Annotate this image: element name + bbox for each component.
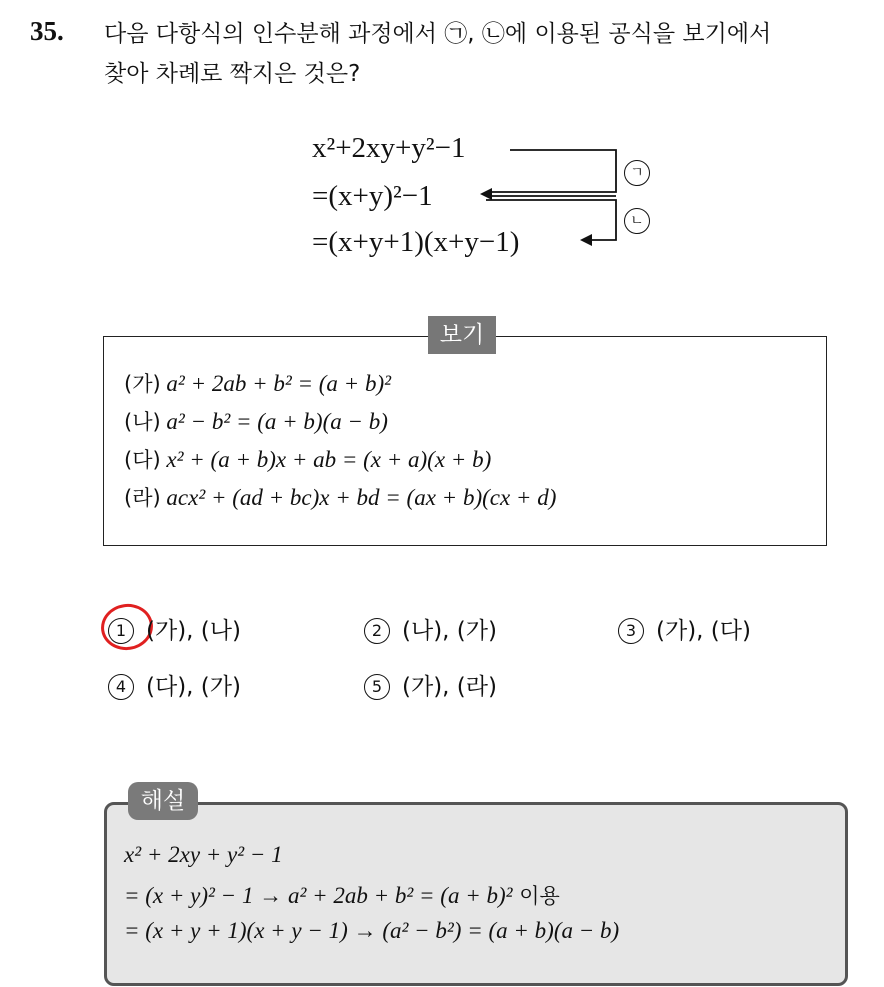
bogi-item-na xyxy=(124,406,388,436)
explanation-line-3 xyxy=(124,918,619,944)
explanation-math: = (x + y)² − 1 → a² + 2ab + b² = (a + b)² xyxy=(124,883,513,908)
choice-number: 5 xyxy=(364,674,390,700)
bogi-tag: (나) xyxy=(124,410,161,434)
choice-5[interactable] xyxy=(364,668,497,701)
arrow-head-1 xyxy=(480,188,492,200)
choice-text: (나), (가) xyxy=(402,618,497,644)
bogi-tag: (다) xyxy=(124,448,161,472)
arrow-step1-outline xyxy=(486,150,616,192)
explanation-suffix: 이용 xyxy=(512,884,560,908)
equation-line-3: =(x+y+1)(x+y−1) xyxy=(312,226,520,258)
choice-text: (가), (나) xyxy=(146,618,241,644)
choice-text: (가), (라) xyxy=(402,674,497,700)
explanation-line-1 xyxy=(124,842,283,868)
question-text-line2: 찾아 차례로 짝지은 것은? xyxy=(104,61,361,87)
choice-number: 4 xyxy=(108,674,134,700)
bogi-label: 보기 xyxy=(428,316,496,354)
choice-text: (가), (다) xyxy=(656,618,751,644)
bogi-tag: (라) xyxy=(124,486,161,510)
choice-3[interactable] xyxy=(618,612,751,645)
bogi-item-da xyxy=(124,444,491,474)
choice-number: 2 xyxy=(364,618,390,644)
explanation-math: = (x + y + 1)(x + y − 1) → (a² − b²) = (a + b)(a − b) xyxy=(124,918,620,943)
marker-nieun: ㄴ xyxy=(624,208,650,234)
choice-text: (다), (가) xyxy=(146,674,241,700)
equation-line-2: =(x+y)²−1 xyxy=(312,180,433,212)
question-text-line1: 다음 다항식의 인수분해 과정에서 ㉠, ㉡에 이용된 공식을 보기에서 xyxy=(104,21,772,47)
explanation-label: 해설 xyxy=(128,782,198,820)
equation-line-1: x²+2xy+y²−1 xyxy=(312,132,466,164)
bogi-formula: a² + 2ab + b² = (a + b)² xyxy=(166,371,392,396)
choice-number: 1 xyxy=(108,618,134,644)
bogi-formula: x² + (a + b)x + ab = (x + a)(x + b) xyxy=(166,447,492,472)
choice-number: 3 xyxy=(618,618,644,644)
question-text xyxy=(104,14,874,94)
bogi-formula: acx² + (ad + bc)x + bd = (ax + b)(cx + d) xyxy=(166,485,557,510)
explanation-line-2 xyxy=(124,880,560,910)
bogi-item-ra xyxy=(124,482,556,512)
bogi-tag: (가) xyxy=(124,372,161,396)
marker-giyeok: ㄱ xyxy=(624,160,650,186)
explanation-math: x² + 2xy + y² − 1 xyxy=(124,842,283,867)
bogi-formula: a² − b² = (a + b)(a − b) xyxy=(166,409,388,434)
choice-1[interactable] xyxy=(108,612,241,645)
arrow-head-2 xyxy=(580,234,592,246)
choice-4[interactable] xyxy=(108,668,241,701)
question-number: 35. xyxy=(30,16,64,46)
bogi-item-ga xyxy=(124,368,391,398)
choice-2[interactable] xyxy=(364,612,497,645)
